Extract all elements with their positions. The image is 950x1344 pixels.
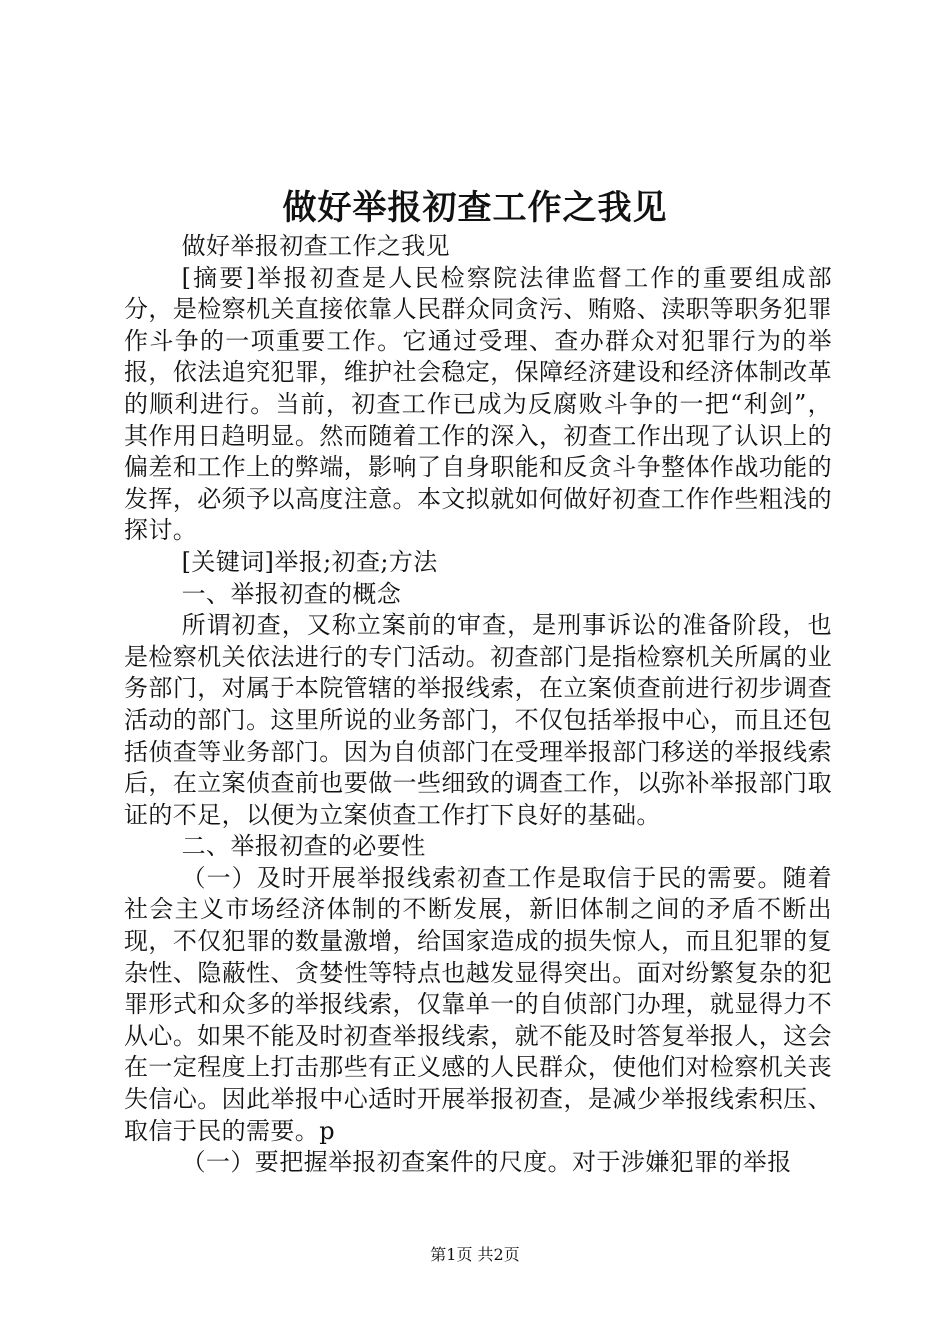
body-paragraph-scale: （一）要把握举报初查案件的尺度。对于涉嫌犯罪的举报 (181, 1148, 792, 1177)
page-footer: 第1页 共2页 (430, 1245, 520, 1264)
document-body (124, 231, 832, 1179)
body-paragraph-necessity-1: （一）及时开展举报线索初查工作是取信于民的需要。随着社会主义市场经济体制的不断发展，新旧体制之间的矛盾不断出现，不仅犯罪的数量激增，给国家造成的损失惊人，而且犯罪的复杂性、隐蔽性、贪婪性等特点也越发显得突出。面对纷繁复杂的犯罪形式和众多的举报线索，仅靠单一的自侦部门办理，就显得力不从心。如果不能及时初查举报线索，就不能及时答复举报人，这会在一定程度上打击那些有正义感的人民群众，使他们对检察机关丧失信心。因此举报中心适时开展举报初查，是减少举报线索积压、取信于民的需要。p (124, 863, 832, 1145)
section-heading-necessity: 二、举报初查的必要性 (181, 832, 426, 861)
body-paragraph-abstract: [摘要]举报初查是人民检察院法律监督工作的重要组成部分，是检察机关直接依靠人民群众同贪污、贿赂、渎职等职务犯罪作斗争的一项重要工作。它通过受理、查办群众对犯罪行为的举报，依法追究犯罪，维护社会稳定，保障经济建设和经济体制改革的顺利进行。当前，初查工作已成为反腐败斗争的一把“利剑”，其作用日趋明显。然而随着工作的深入，初查工作出现了认识上的偏差和工作上的弊端，影响了自身职能和反贪斗争整体作战功能的发挥，必须予以高度注意。本文拟就如何做好初查工作作些粗浅的探讨。 (124, 263, 832, 545)
body-paragraph-concept: 所谓初查，又称立案前的审查，是刑事诉讼的准备阶段，也是检察机关依法进行的专门活动。初查部门是指检察机关所属的业务部门，对属于本院管辖的举报线索，在立案侦查前进行初步调查活动的部门。这里所说的业务部门，不仅包括举报中心，而且还包括侦查等业务部门。因为自侦部门在受理举报部门移送的举报线索后，在立案侦查前也要做一些细致的调查工作，以弥补举报部门取证的不足，以便为立案侦查工作打下良好的基础。 (124, 611, 832, 829)
document-title: 做好举报初查工作之我见 (282, 188, 668, 228)
section-heading-concept: 一、举报初查的概念 (181, 579, 402, 608)
body-paragraph-keywords: [关键词]举报;初查;方法 (181, 547, 438, 576)
body-paragraph-repeat-title: 做好举报初查工作之我见 (181, 232, 450, 260)
